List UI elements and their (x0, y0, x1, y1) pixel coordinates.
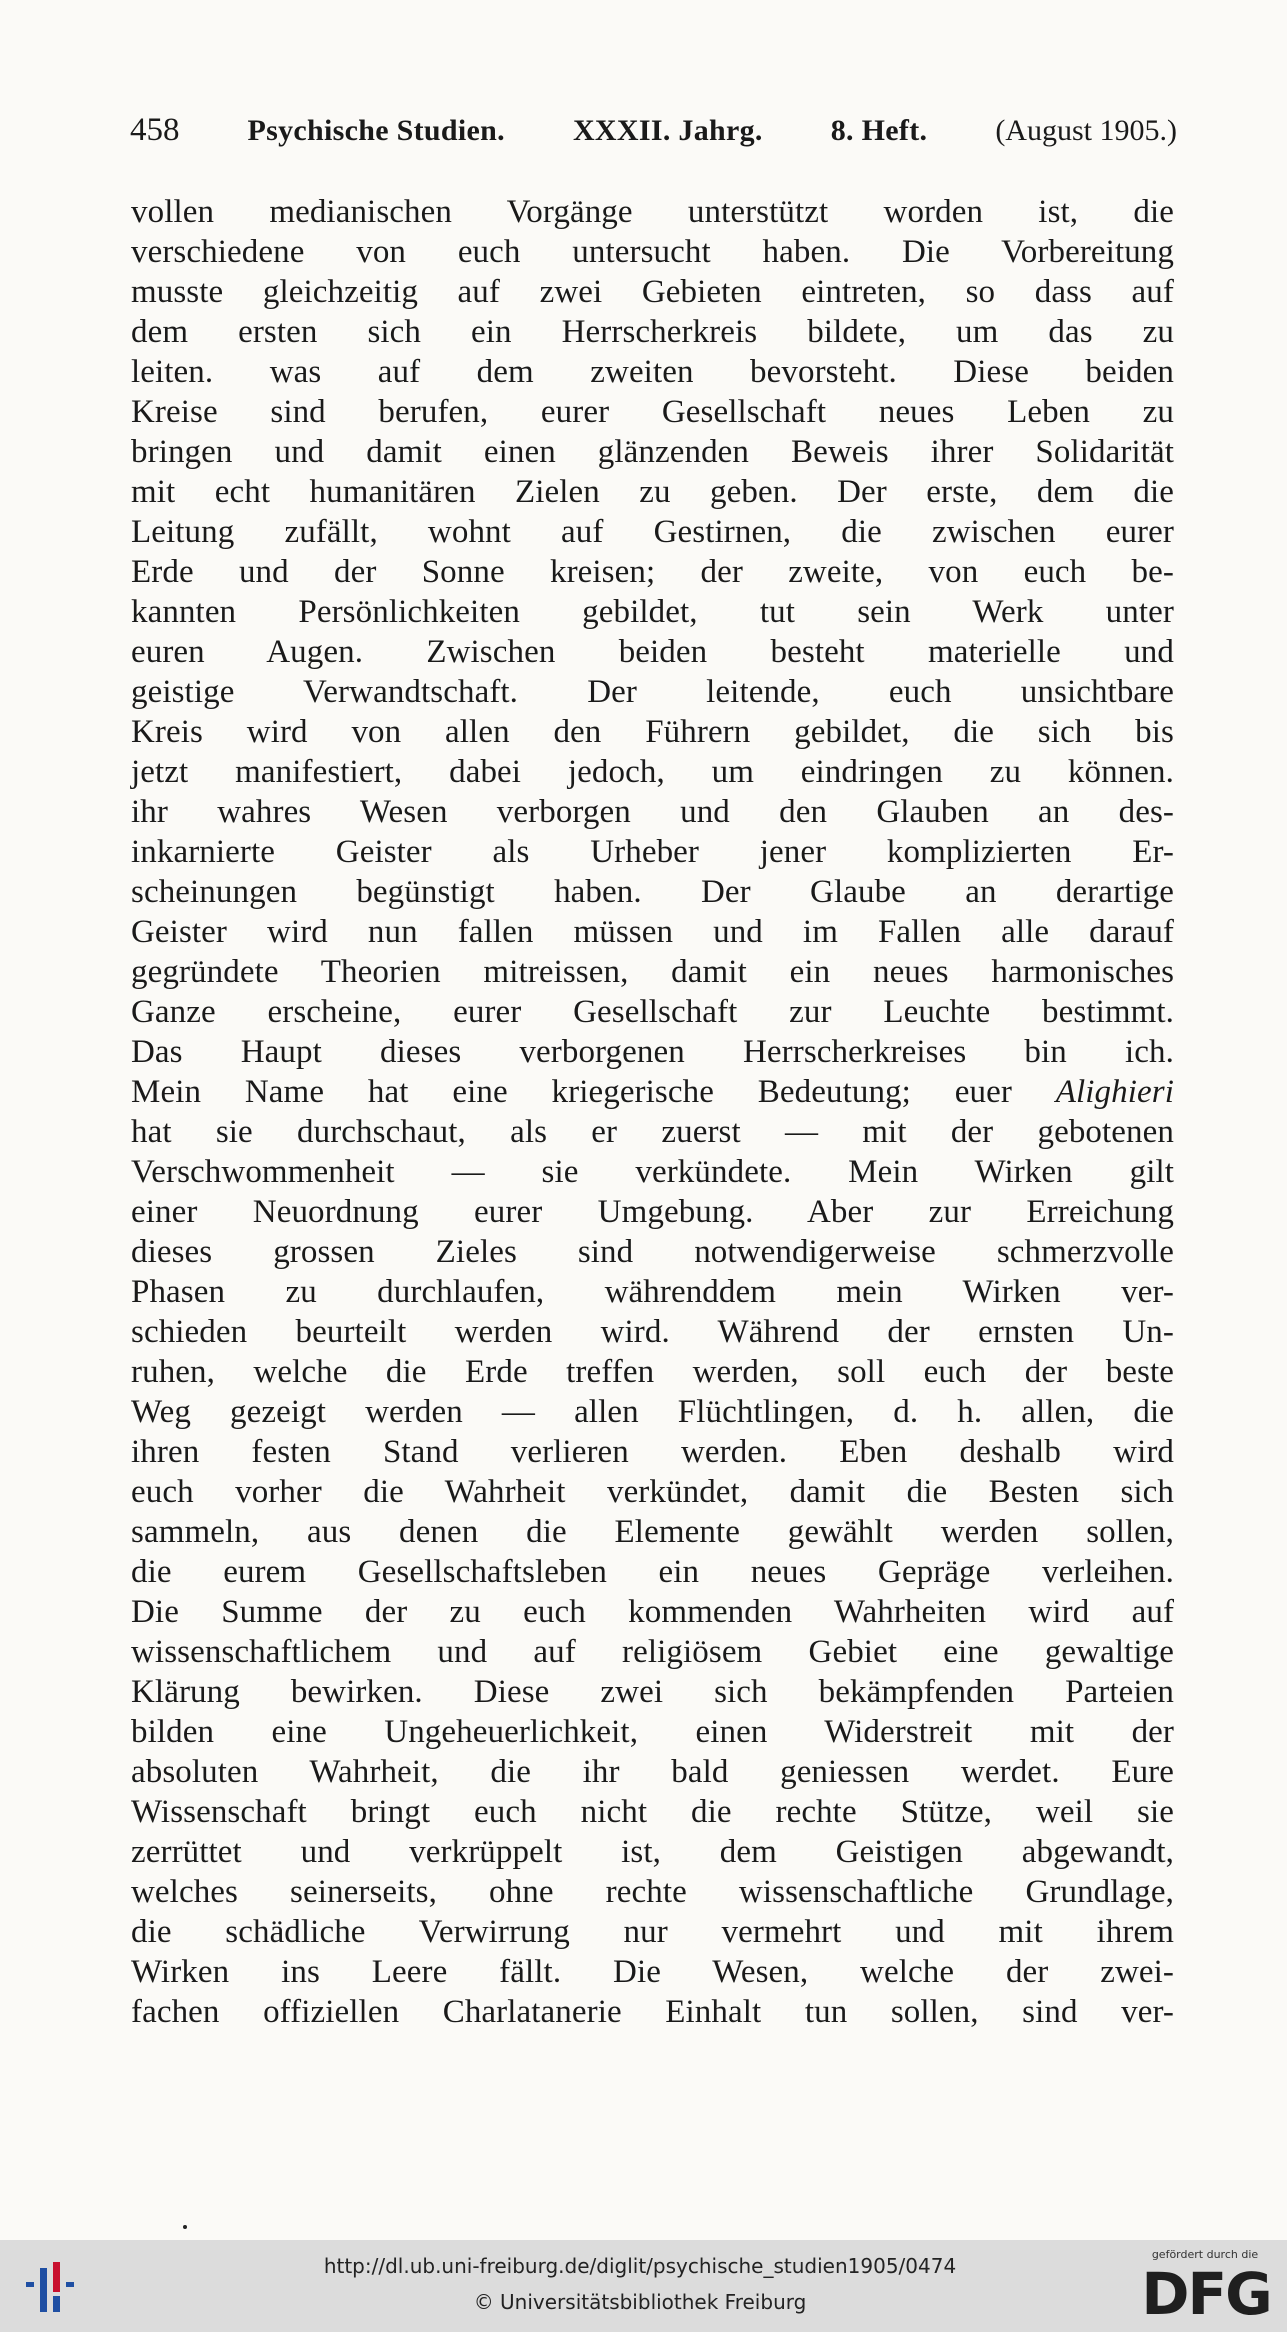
journal-title: Psychische Studien. (247, 114, 505, 147)
text-line: die schädliche Verwirrung nur vermehrt und mit ihrem (131, 1914, 1174, 1950)
text-line: fachen offiziellen Charlatanerie Einhalt tun sollen, sind ver- (131, 1994, 1174, 2030)
text-line: zerrüttet und verkrüppelt ist, dem Geistigen abgewandt, (131, 1834, 1174, 1870)
text-line: gegründete Theorien mitreissen, damit ein neues harmonisches (131, 954, 1175, 990)
text-line: sammeln, aus denen die Elemente gewählt werden sollen, (131, 1514, 1174, 1550)
text-line: euren Augen. Zwischen beiden besteht materielle und (131, 634, 1174, 670)
body-text (131, 192, 1174, 2032)
text-line: Weg gezeigt werden — allen Flüchtlingen, d. h. allen, die (131, 1394, 1174, 1430)
text-line: ihr wahres Wesen verborgen und den Glauben an des- (131, 794, 1175, 830)
copyright-notice: © Universitätsbibliothek Freiburg (473, 2290, 807, 2314)
text-line: ihren festen Stand verlieren werden. Eben deshalb wird (131, 1434, 1175, 1470)
text-line: verschiedene von euch untersucht haben. Die Vorbereitung (131, 234, 1175, 270)
text-line: jetzt manifestiert, dabei jedoch, um eindringen zu können. (131, 754, 1175, 790)
scan-speck (183, 2225, 187, 2229)
text-line: Leitung zufällt, wohnt auf Gestirnen, die zwischen eurer (131, 514, 1174, 550)
text-line: Klärung bewirken. Diese zwei sich bekämpfenden Parteien (131, 1674, 1175, 1710)
volume-label: XXXII. Jahrg. (572, 114, 763, 147)
text-line: ruhen, welche die Erde treffen werden, soll euch der beste (131, 1354, 1174, 1390)
text-line: dieses grossen Zieles sind notwendigerweise schmerzvolle (131, 1234, 1174, 1270)
library-logo-icon (22, 2258, 82, 2318)
text-line: Kreis wird von allen den Führern gebildet, die sich bis (131, 714, 1174, 750)
text-line: dem ersten sich ein Herrscherkreis bildete, um das zu (131, 314, 1175, 350)
viewer-footer (0, 2240, 1287, 2332)
text-line: kannten Persönlichkeiten gebildet, tut sein Werk unter (131, 594, 1174, 630)
text-line: scheinungen begünstigt haben. Der Glaube an derartige (131, 874, 1174, 910)
text-line: mit echt humanitären Zielen zu geben. Der erste, dem die (131, 474, 1175, 510)
text-line: die eurem Gesellschaftsleben ein neues Gepräge verleihen. (131, 1554, 1174, 1590)
running-head (130, 112, 1177, 158)
text-line: wissenschaftlichem und auf religiösem Gebiet eine gewaltige (131, 1634, 1175, 1670)
text-line: Ganze erscheine, eurer Gesellschaft zur Leuchte bestimmt. (131, 994, 1175, 1030)
text-line: bringen und damit einen glänzenden Beweis ihrer Solidarität (131, 434, 1175, 470)
dfg-logo: DFG (1141, 2260, 1271, 2328)
issue-label: 8. Heft. (830, 114, 928, 147)
italic-name: Alighieri (1055, 1074, 1174, 1110)
text-line: hat sie durchschaut, als er zuerst — mit der gebotenen (131, 1114, 1174, 1150)
text-line: bilden eine Ungeheuerlichkeit, einen Widerstreit mit der (131, 1714, 1175, 1750)
text-line: welches seinerseits, ohne rechte wissenschaftliche Grundlage, (131, 1874, 1174, 1910)
text-line: Mein Name hat eine kriegerische Bedeutung; euer Alighieri (131, 1074, 1174, 1110)
text-line: vollen medianischen Vorgänge unterstützt worden ist, die (131, 194, 1174, 230)
text-line: Das Haupt dieses verborgenen Herrscherkreises bin ich. (131, 1034, 1174, 1070)
text-line: schieden beurteilt werden wird. Während der ernsten Un- (131, 1314, 1174, 1350)
text-line: Kreise sind berufen, eurer Gesellschaft neues Leben zu (131, 394, 1175, 430)
text-line: Erde und der Sonne kreisen; der zweite, von euch be- (131, 554, 1174, 590)
text-line: euch vorher die Wahrheit verkündet, damit die Besten sich (131, 1474, 1175, 1510)
text-line: geistige Verwandtschaft. Der leitende, euch unsichtbare (131, 674, 1175, 710)
text-line: leiten. was auf dem zweiten bevorsteht. Diese beiden (131, 354, 1174, 390)
page-number: 458 (130, 112, 180, 148)
text-line: Wissenschaft bringt euch nicht die rechte Stütze, weil sie (131, 1794, 1174, 1830)
text-line: Verschwommenheit — sie verkündete. Mein Wirken gilt (131, 1154, 1175, 1190)
text-line: absoluten Wahrheit, die ihr bald geniessen werdet. Eure (131, 1754, 1175, 1790)
text-line: einer Neuordnung eurer Umgebung. Aber zur Erreichung (131, 1194, 1174, 1230)
text-line: Phasen zu durchlaufen, währenddem mein Wirken ver- (131, 1274, 1175, 1310)
text-line: inkarnierte Geister als Urheber jener komplizierten Er- (131, 834, 1175, 870)
text-line: Wirken ins Leere fällt. Die Wesen, welche der zwei- (131, 1954, 1175, 1990)
permalink-url[interactable]: http://dl.ub.uni-freiburg.de/diglit/psychische_studien1905/0474 (323, 2254, 957, 2278)
funder-caption: gefördert durch die (1151, 2248, 1259, 2261)
text-line: Geister wird nun fallen müssen und im Fallen alle darauf (131, 914, 1175, 950)
text-line: musste gleichzeitig auf zwei Gebieten eintreten, so dass auf (131, 274, 1174, 310)
text-line: Die Summe der zu euch kommenden Wahrheiten wird auf (131, 1594, 1175, 1630)
issue-date: (August 1905.) (995, 114, 1177, 147)
